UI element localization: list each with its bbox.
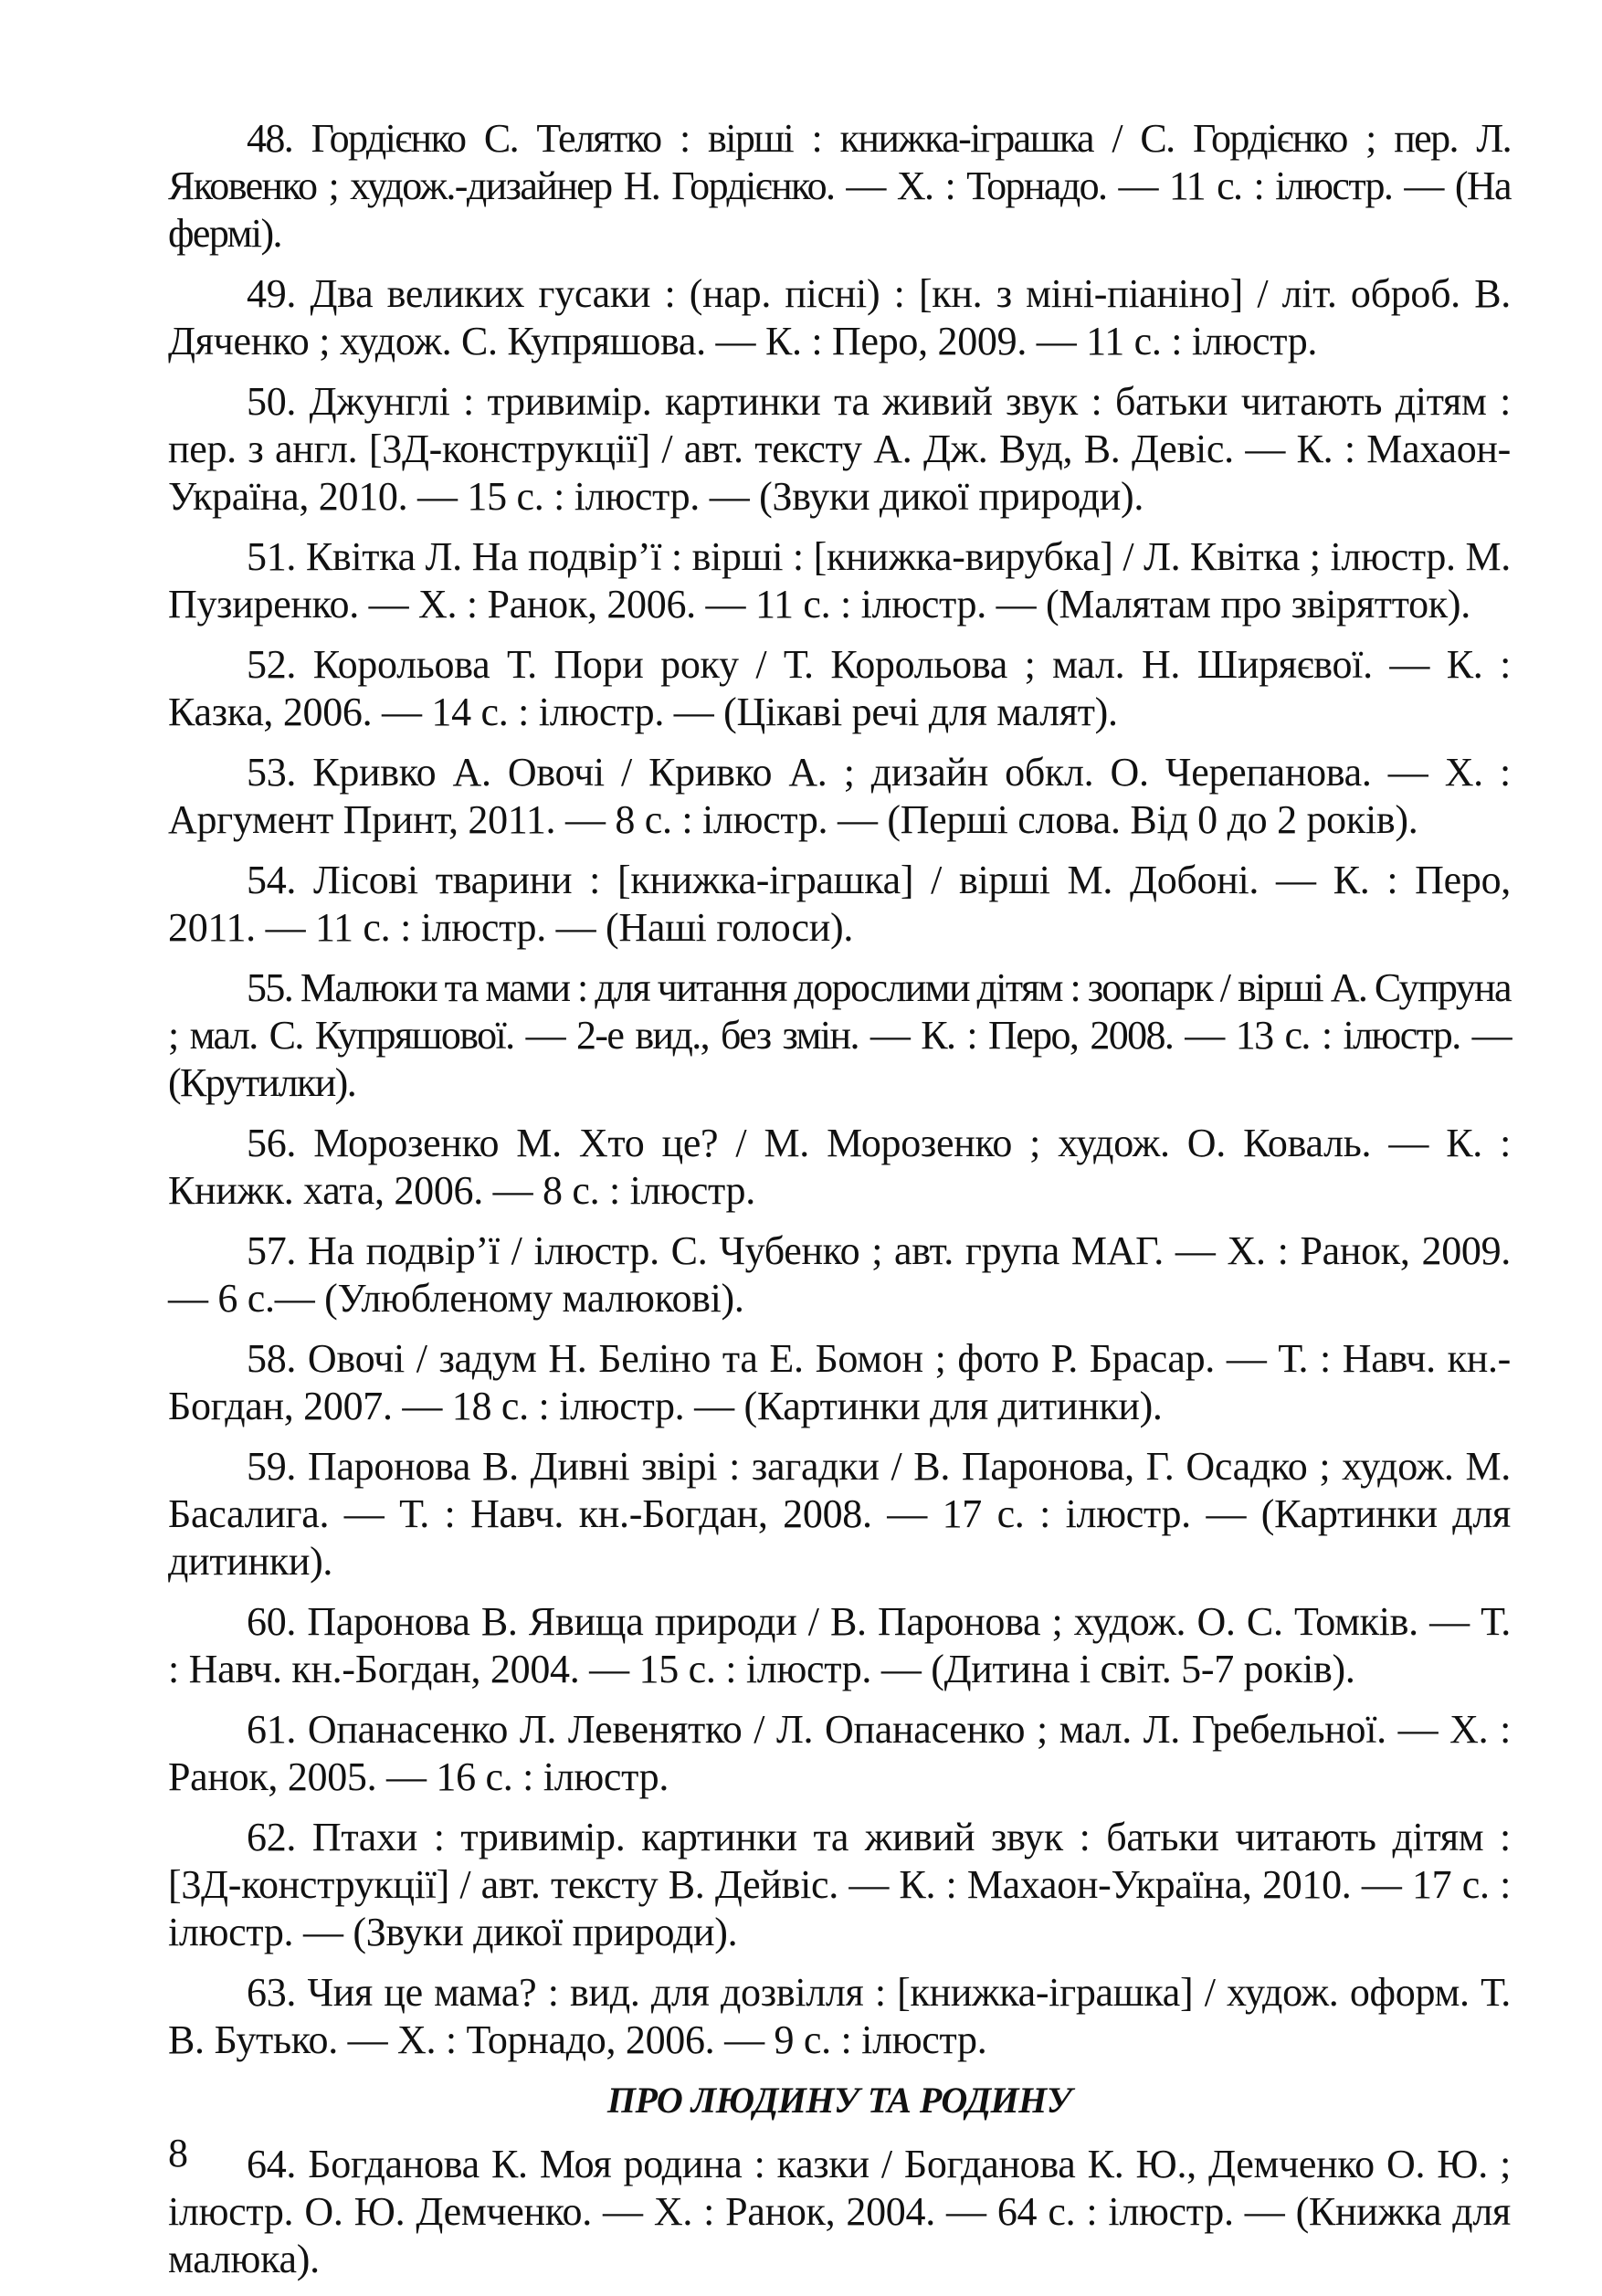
bibliography-entry-55: 55. Малюки та мами : для читання дорослими дітям : зоопарк / вірші А. Супруна ; мал. С. Купряшової. — 2-е вид., без змін. — К. : Перо, 2008. — 13 с. : ілюстр. — (Крутилки). xyxy=(168,965,1511,1105)
bibliography-entry-53: 53. Кривко А. Овочі / Кривко А. ; дизайн обкл. О. Черепанова. — Х. : Аргумент Принт, 2011. — 8 с. : ілюстр. — (Перші слова. Від 0 до 2 років). xyxy=(168,750,1511,842)
bibliography-entry-62: 62. Птахи : тривимір. картинки та живий звук : батьки читають дітям : [3Д-конструкції] / авт. тексту В. Дейвіс. — К. : Махаон-Україна, 2010. — 17 с. : ілюстр. — (Звуки дикої природи). xyxy=(168,1815,1511,1954)
bibliography-entry-59: 59. Паронова В. Дивні звірі : загадки / В. Паронова, Г. Осадко ; худож. М. Басалига. — Т. : Навч. кн.-Богдан, 2008. — 17 с. : ілюстр. — (Картинки для дитинки). xyxy=(168,1444,1511,1584)
bibliography-entry-61: 61. Опанасенко Л. Левенятко / Л. Опанасенко ; мал. Л. Гребельної. — Х. : Ранок, 2005. — 16 с. : ілюстр. xyxy=(168,1707,1511,1799)
bibliography-entry-48: 48. Гордієнко С. Телятко : вірші : книжка-іграшка / С. Гордієнко ; пер. Л. Яковенко ; худож.-дизайнер Н. Гордієнко. — Х. : Торнадо. — 11 с. : ілюстр. — (На фермі). xyxy=(168,116,1511,256)
bibliography-entry-51: 51. Квітка Л. На подвір’ї : вірші : [книжка-вирубка] / Л. Квітка ; ілюстр. М. Пузиренко. — Х. : Ранок, 2006. — 11 с. : ілюстр. — (Малятам про звірятток). xyxy=(168,534,1511,627)
page-body xyxy=(168,115,1511,2296)
bibliography-entry-49: 49. Два великих гусаки : (нар. пісні) : [кн. з міні-піаніно] / літ. оброб. В. Дяченко ; худож. С. Купряшова. — К. : Перо, 2009. — 11 с. : ілюстр. xyxy=(168,271,1511,363)
bibliography-entry-54: 54. Лісові тварини : [книжка-іграшка] / вірші М. Добоні. — К. : Перо, 2011. — 11 с. : ілюстр. — (Наші голоси). xyxy=(168,858,1511,950)
section-heading: ПРО ЛЮДИНУ ТА РОДИНУ xyxy=(606,2080,1072,2121)
bibliography-entry-60: 60. Паронова В. Явища природи / В. Паронова ; худож. О. С. Томків. — Т. : Навч. кн.-Богдан, 2004. — 15 с. : ілюстр. — (Дитина і світ. 5-7 років). xyxy=(168,1599,1511,1691)
bibliography-entry-57: 57. На подвір’ї / ілюстр. С. Чубенко ; авт. група МАГ. — Х. : Ранок, 2009. — 6 с.— (Улюбленому малюкові). xyxy=(168,1228,1511,1321)
bibliography-entry-50: 50. Джунглі : тривимір. картинки та живий звук : батьки читають дітям : пер. з англ. [3Д-конструкції] / авт. тексту А. Дж. Вуд, В. Девіс. — К. : Махаон-Україна, 2010. — 15 с. : ілюстр. — (Звуки дикої природи). xyxy=(168,379,1511,519)
bibliography-entry-64: 64. Богданова К. Моя родина : казки / Богданова К. Ю., Демченко О. Ю. ; ілюстр. О. Ю. Демченко. — Х. : Ранок, 2004. — 64 с. : ілюстр. — (Книжка для малюка). xyxy=(168,2142,1511,2281)
bibliography-entry-52: 52. Корольова Т. Пори року / Т. Корольова ; мал. Н. Ширяєвої. — К. : Казка, 2006. — 14 с. : ілюстр. — (Цікаві речі для малят). xyxy=(168,642,1511,734)
bibliography-entry-58: 58. Овочі / задум Н. Беліно та Е. Бомон ; фото Р. Брасар. — Т. : Навч. кн.-Богдан, 2007. — 18 с. : ілюстр. — (Картинки для дитинки). xyxy=(168,1336,1511,1428)
page-number: 8 xyxy=(168,2131,188,2175)
bibliography-entry-56: 56. Морозенко М. Хто це? / М. Морозенко ; худож. О. Коваль. — К. : Книжк. хата, 2006. — 8 с. : ілюстр. xyxy=(168,1121,1511,1213)
bibliography-entry-63: 63. Чия це мама? : вид. для дозвілля : [книжка-іграшка] / худож. оформ. Т. В. Бутько. — Х. : Торнадо, 2006. — 9 с. : ілюстр. xyxy=(168,1970,1511,2062)
